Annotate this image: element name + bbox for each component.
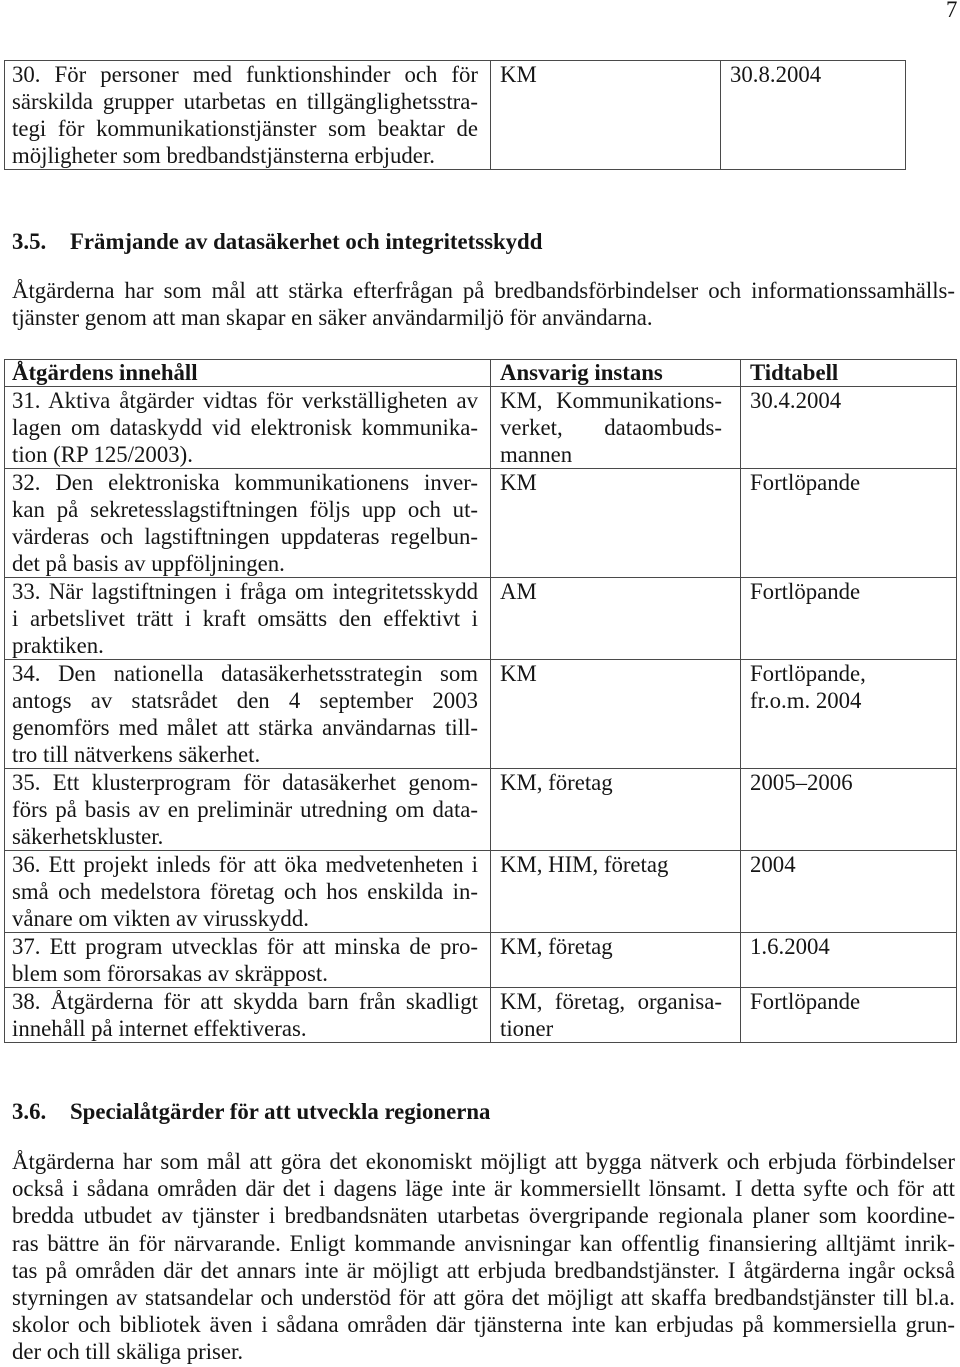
measure-text-line: 35. Ett klusterprogram för datasäkerhet genom- [12,770,478,795]
responsible-cell [491,469,741,577]
schedule-line: Fortlöpande [750,989,861,1014]
section-heading [12,228,542,255]
measure-text-cell [5,660,491,768]
responsible-cell [491,660,741,768]
measures-table [4,359,957,1043]
paragraph-line: styrningen av statsandelar och understöd för att göra det möjligt att skaffa bredbandstjänster till bl.a. [12,1285,955,1311]
responsible-line: KM, företag [500,770,613,795]
section-number: 3.6. [12,1099,47,1124]
responsible-line: AM [500,579,537,604]
measure-text-line: särskilda grupper utarbetas en tillgänglighetsstra- [12,89,478,114]
schedule-line: Fortlöpande [750,470,861,495]
responsible-cell [491,933,741,987]
measure-text-line: lagen om dataskydd vid elektronisk kommunika- [12,415,478,440]
measure-text-line: 33. När lagstiftningen i fråga om integritetsskydd [12,579,478,604]
section-heading [12,1098,490,1125]
responsible-cell [491,851,741,932]
section-paragraph [12,277,955,331]
paragraph-line: skolor och bibliotek även i sådana områden där tjänsterna inte kan erbjudas på kommersiella grun- [12,1312,955,1338]
measure-text-line: värderas och lagstiftningen uppdateras regelbun- [12,524,478,549]
schedule-line: 1.6.2004 [750,934,830,959]
measure-text-line: små och medelstora företag och hos enskilda in- [12,879,478,904]
responsible-line: tioner [500,1016,554,1041]
measure-text-line: blem som förorsakas av skräppost. [12,961,328,986]
section-title: Främjande av datasäkerhet och integritetsskydd [70,229,543,254]
schedule-line: 30.8.2004 [730,62,822,87]
table-row [5,61,905,170]
responsible-line: KM, företag, organisa- [500,989,722,1014]
measure-text-cell [5,988,491,1042]
measure-text-line: det på basis av uppföljningen. [12,551,285,576]
section-number: 3.5. [12,229,47,254]
schedule-line: Fortlöpande, [750,661,866,686]
schedule-cell [741,469,956,577]
responsible-line: KM, företag [500,934,613,959]
measure-text-line: antogs av statsrådet den 4 september 2003 [12,688,478,713]
responsible-line: KM [500,661,537,686]
measure-text-line: möjligheter som bredbandstjänsterna erbjuder. [12,143,435,168]
header-schedule: Tidtabell [750,360,839,385]
responsible-cell [491,988,741,1042]
paragraph-line: också i sådana områden där det i dagens läge inte är kommersiellt lönsamt. I detta syfte och för att [12,1176,955,1202]
measure-text-line: vånare om vikten av virusskydd. [12,906,309,931]
measure-text-line: praktiken. [12,633,104,658]
paragraph-line: tas på områden där det annars inte är möjligt att erbjuda bredbandstjänster. I åtgärderna ingår också [12,1257,955,1283]
measure-text-line: förs på basis av en preliminär utredning om data- [12,797,478,822]
responsible-line: KM, Kommunikations- [500,388,722,413]
schedule-line: 2005–2006 [750,770,853,795]
responsible-line: KM, HIM, företag [500,852,669,877]
measure-text-cell [5,851,491,932]
table-row [5,660,956,769]
section-title: Specialåtgärder för att utveckla regionerna [70,1099,491,1124]
table-row [5,769,956,851]
section-paragraph [12,1148,955,1366]
measure-text-line: 38. Åtgärderna för att skydda barn från skadligt [12,989,478,1014]
paragraph-line: bredda utbudet av tjänster i bredbandsnäten utarbetas övergripande regionala planer som koordine- [12,1203,955,1229]
schedule-line: Fortlöpande [750,579,861,604]
schedule-cell [741,387,956,468]
responsible-line: verket, dataombuds- [500,415,722,440]
measure-text-line: 36. Ett projekt inleds för att öka medvetenheten i [12,852,478,877]
table-row [5,933,956,988]
measure-text-line: 30. För personer med funktionshinder och för [12,62,478,87]
schedule-cell [741,851,956,932]
responsible-line: KM [500,470,537,495]
measure-text-line: 34. Den nationella datasäkerhetsstrategin som [12,661,478,686]
schedule-line: 2004 [750,852,796,877]
measure-text-line: tro till nätverkens säkerhet. [12,742,261,767]
measure-text-line: tegi för kommunikationstjänster som beaktar de [12,116,478,141]
measure-text-cell [5,387,491,468]
page-number: 7 [946,0,958,22]
paragraph-line: Åtgärderna har som mål att göra det ekonomiskt möjligt att bygga nätverk och erbjuda förbindelser [12,1149,955,1174]
schedule-cell [721,61,905,169]
measure-text-cell [5,61,491,169]
measure-text-cell [5,769,491,850]
paragraph-line: tjänster genom att man skapar en säker användarmiljö för användarna. [12,305,653,331]
measure-text-line: 32. Den elektroniska kommunikationens inver- [12,470,478,495]
responsible-cell [491,387,741,468]
responsible-cell [491,61,721,169]
measure-text-line: säkerhetskluster. [12,824,164,849]
responsible-cell [491,578,741,659]
paragraph-line: Åtgärderna har som mål att stärka efterfrågan på bredbandsförbindelser och informationssamhälls- [12,278,955,303]
responsible-line: mannen [500,442,573,467]
responsible-cell [491,769,741,850]
schedule-line: 30.4.2004 [750,388,842,413]
measure-text-line: kan på sekretesslagstiftningen följs upp och ut- [12,497,478,522]
table-header-row [5,360,956,387]
paragraph-line: ras bättre än för närvarande. Enligt kommande anvisningar kan offentlig finansiering alltjämt inrik- [12,1230,955,1256]
schedule-cell [741,578,956,659]
measure-text-line: innehåll på internet effektiveras. [12,1016,307,1041]
header-responsible: Ansvarig instans [491,360,741,386]
measure-text-cell [5,469,491,577]
previous-measures-table [4,60,906,170]
header-content: Åtgärdens innehåll [5,360,491,386]
table-row [5,578,956,660]
schedule-cell [741,660,956,768]
paragraph-line: der och till skäliga priser. [12,1339,244,1365]
table-row [5,851,956,933]
measure-text-line: genomförs med målet att stärka användarnas till- [12,715,478,740]
measure-text-line: 37. Ett program utvecklas för att minska de pro- [12,934,478,959]
responsible-line: KM [500,62,537,87]
measure-text-line: 31. Aktiva åtgärder vidtas för verkställigheten av [12,388,478,413]
table-row [5,469,956,578]
table-row [5,387,956,469]
schedule-cell [741,988,956,1042]
table-row [5,988,956,1043]
schedule-cell [741,933,956,987]
measure-text-cell [5,933,491,987]
measure-text-cell [5,578,491,659]
schedule-line: fr.o.m. 2004 [750,688,862,713]
measure-text-line: i arbetslivet trätt i kraft omsätts den effektivt i [12,606,478,631]
measure-text-line: tion (RP 125/2003). [12,442,193,467]
schedule-cell [741,769,956,850]
